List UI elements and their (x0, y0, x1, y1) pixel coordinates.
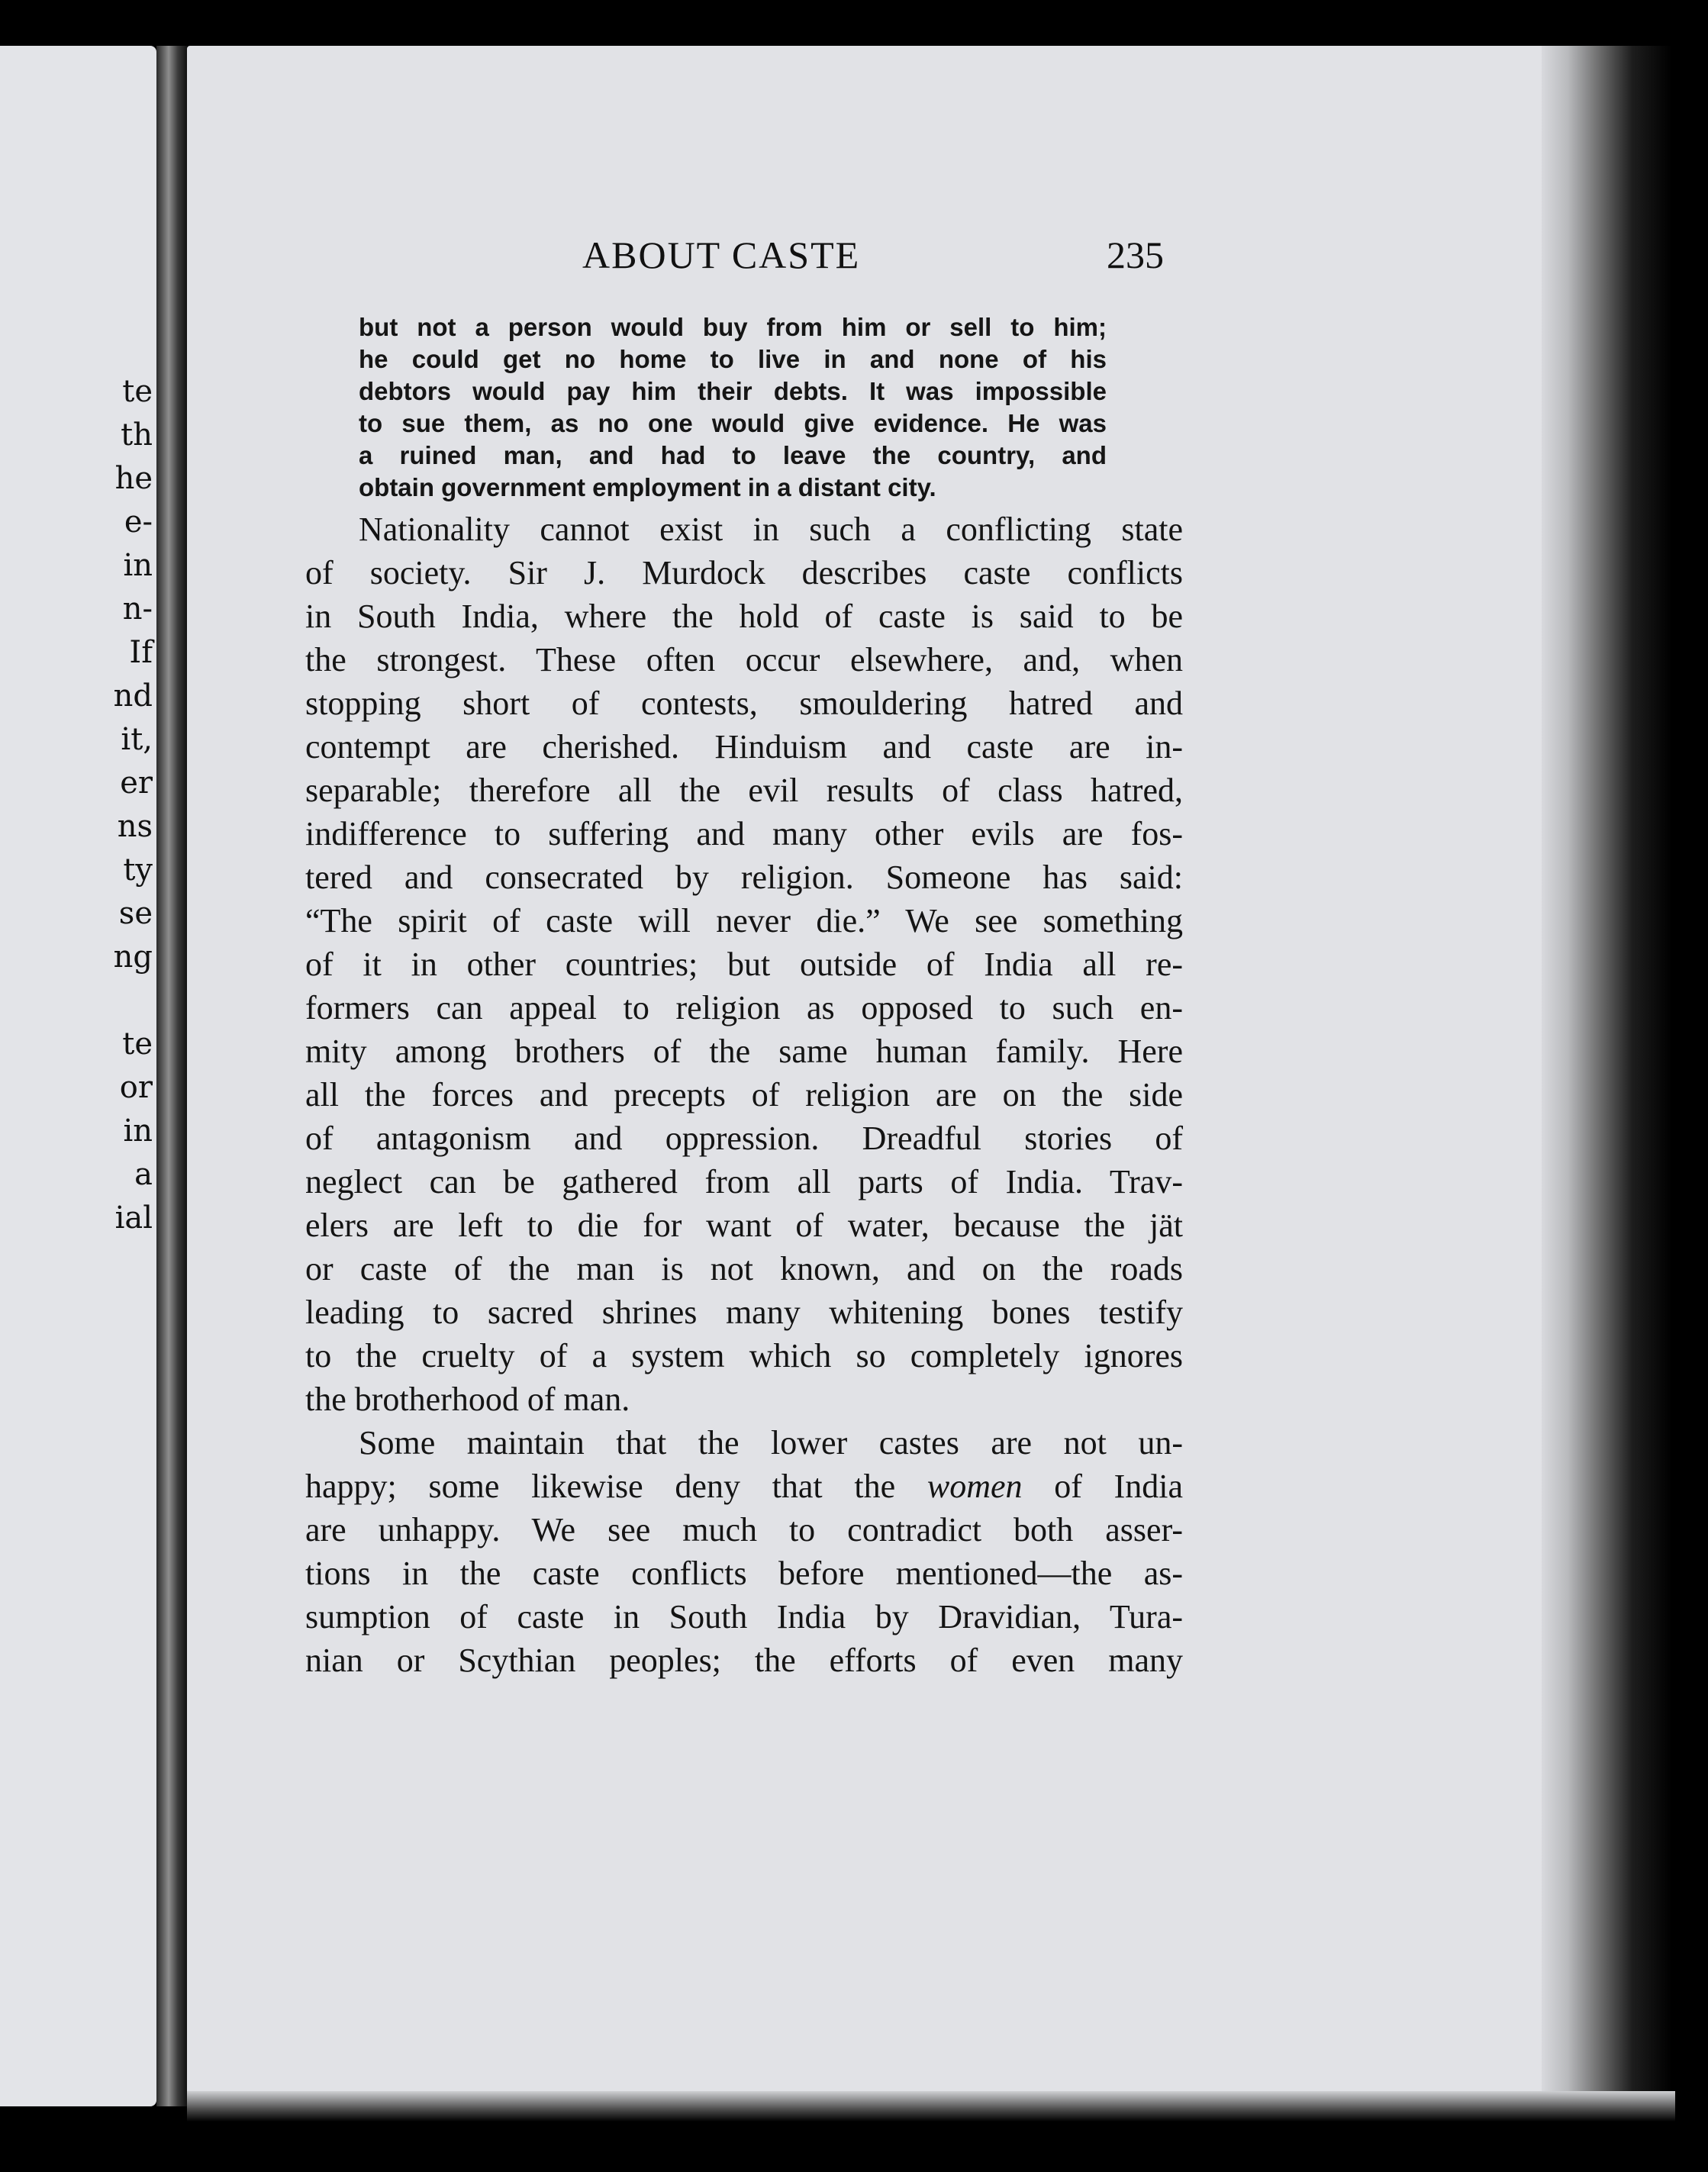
body-line: “The spirit of caste will never die.” We see something (305, 902, 1183, 939)
body-line: mity among brothers of the same human family. Here (305, 1033, 1183, 1070)
body-line: tered and consecrated by religion. Someone has said: (305, 859, 1183, 896)
body-line: all the forces and precepts of religion are on the side (305, 1076, 1183, 1113)
body-line: tions in the caste conflicts before mentioned—the as- (305, 1555, 1183, 1592)
fragment-line: in (123, 548, 153, 583)
body-line (305, 1465, 1183, 1508)
quote-line: a ruined man, and had to leave the country, and (359, 441, 1107, 469)
fragment-line: ns (117, 809, 153, 844)
text-run: happy; some likewise deny that the (305, 1468, 927, 1505)
body-line: of society. Sir J. Murdock describes caste conflicts (305, 554, 1183, 591)
fragment-line: er (120, 765, 153, 801)
body-line: the strongest. These often occur elsewhere, and, when (305, 641, 1183, 678)
body-line: the brotherhood of man. (305, 1381, 630, 1418)
page-number: 235 (1107, 234, 1164, 276)
quote-line: but not a person would buy from him or sell to him; (359, 313, 1107, 341)
body-line: leading to sacred shrines many whitening bones testify (305, 1294, 1183, 1331)
book-gutter (156, 46, 187, 2106)
body-line: of it in other countries; but outside of India all re- (305, 946, 1183, 983)
body-line: in South India, where the hold of caste is said to be (305, 598, 1183, 635)
fragment-line: te (122, 374, 153, 409)
fragment-line: nd (113, 678, 153, 714)
body-text (305, 508, 1183, 1682)
fragment-line: he (114, 461, 153, 496)
page-edges (1542, 46, 1671, 2106)
body-line: or caste of the man is not known, and on the roads (305, 1250, 1183, 1287)
body-line: contempt are cherished. Hinduism and caste are in- (305, 728, 1183, 765)
page-bottom-edge (187, 2091, 1675, 2122)
quote-line: he could get no home to live in and none of his (359, 345, 1107, 373)
quote-line: to sue them, as no one would give evidence. He was (359, 409, 1107, 437)
fragment-line: ty (123, 852, 153, 888)
previous-page-text-fragments (0, 370, 153, 1240)
fragment-line: n- (122, 591, 153, 627)
body-line: formers can appeal to religion as opposed to such en- (305, 989, 1183, 1026)
fragment-line: in (123, 1113, 153, 1149)
quote-line: obtain government employment in a distant city. (359, 473, 936, 501)
fragment-line: a (134, 1157, 153, 1192)
fragment-line: ial (114, 1200, 153, 1236)
body-line: stopping short of contests, smouldering hatred and (305, 685, 1183, 722)
body-line: Nationality cannot exist in such a conflicting state (359, 511, 1183, 548)
text-run: of India (1022, 1468, 1183, 1505)
body-line: nian or Scythian peoples; the efforts of even many (305, 1642, 1183, 1679)
body-line: elers are left to die for want of water, because the jät (305, 1207, 1183, 1244)
fragment-line: se (118, 896, 153, 931)
body-line: Some maintain that the lower castes are not un- (359, 1424, 1183, 1461)
fragment-line: te (122, 1026, 153, 1062)
fragment-gap (0, 979, 153, 1023)
body-line: of antagonism and oppression. Dreadful stories of (305, 1120, 1183, 1157)
body-line: are unhappy. We see much to contradict both asser- (305, 1511, 1183, 1548)
page-header (305, 233, 1164, 286)
block-quote (359, 311, 1107, 504)
fragment-line: e- (124, 504, 153, 540)
body-line: indifference to suffering and many other evils are fos- (305, 815, 1183, 852)
running-head: ABOUT CASTE (582, 234, 861, 276)
body-line: to the cruelty of a system which so completely ignores (305, 1337, 1183, 1374)
quote-line: debtors would pay him their debts. It was impossible (359, 377, 1107, 405)
fragment-line: ng (113, 939, 153, 975)
previous-page (0, 46, 156, 2106)
fragment-line: If (129, 635, 153, 670)
paragraph-2 (305, 1421, 1183, 1682)
fragment-line: th (121, 417, 153, 453)
fragment-line: it, (121, 722, 153, 757)
body-line: neglect can be gathered from all parts of India. Trav- (305, 1163, 1183, 1200)
italic-emphasis: women (927, 1468, 1023, 1505)
fragment-line: or (119, 1070, 153, 1105)
body-line: separable; therefore all the evil results of class hatred, (305, 772, 1183, 809)
body-line: sumption of caste in South India by Dravidian, Tura- (305, 1598, 1183, 1635)
paragraph-1 (305, 508, 1183, 1421)
